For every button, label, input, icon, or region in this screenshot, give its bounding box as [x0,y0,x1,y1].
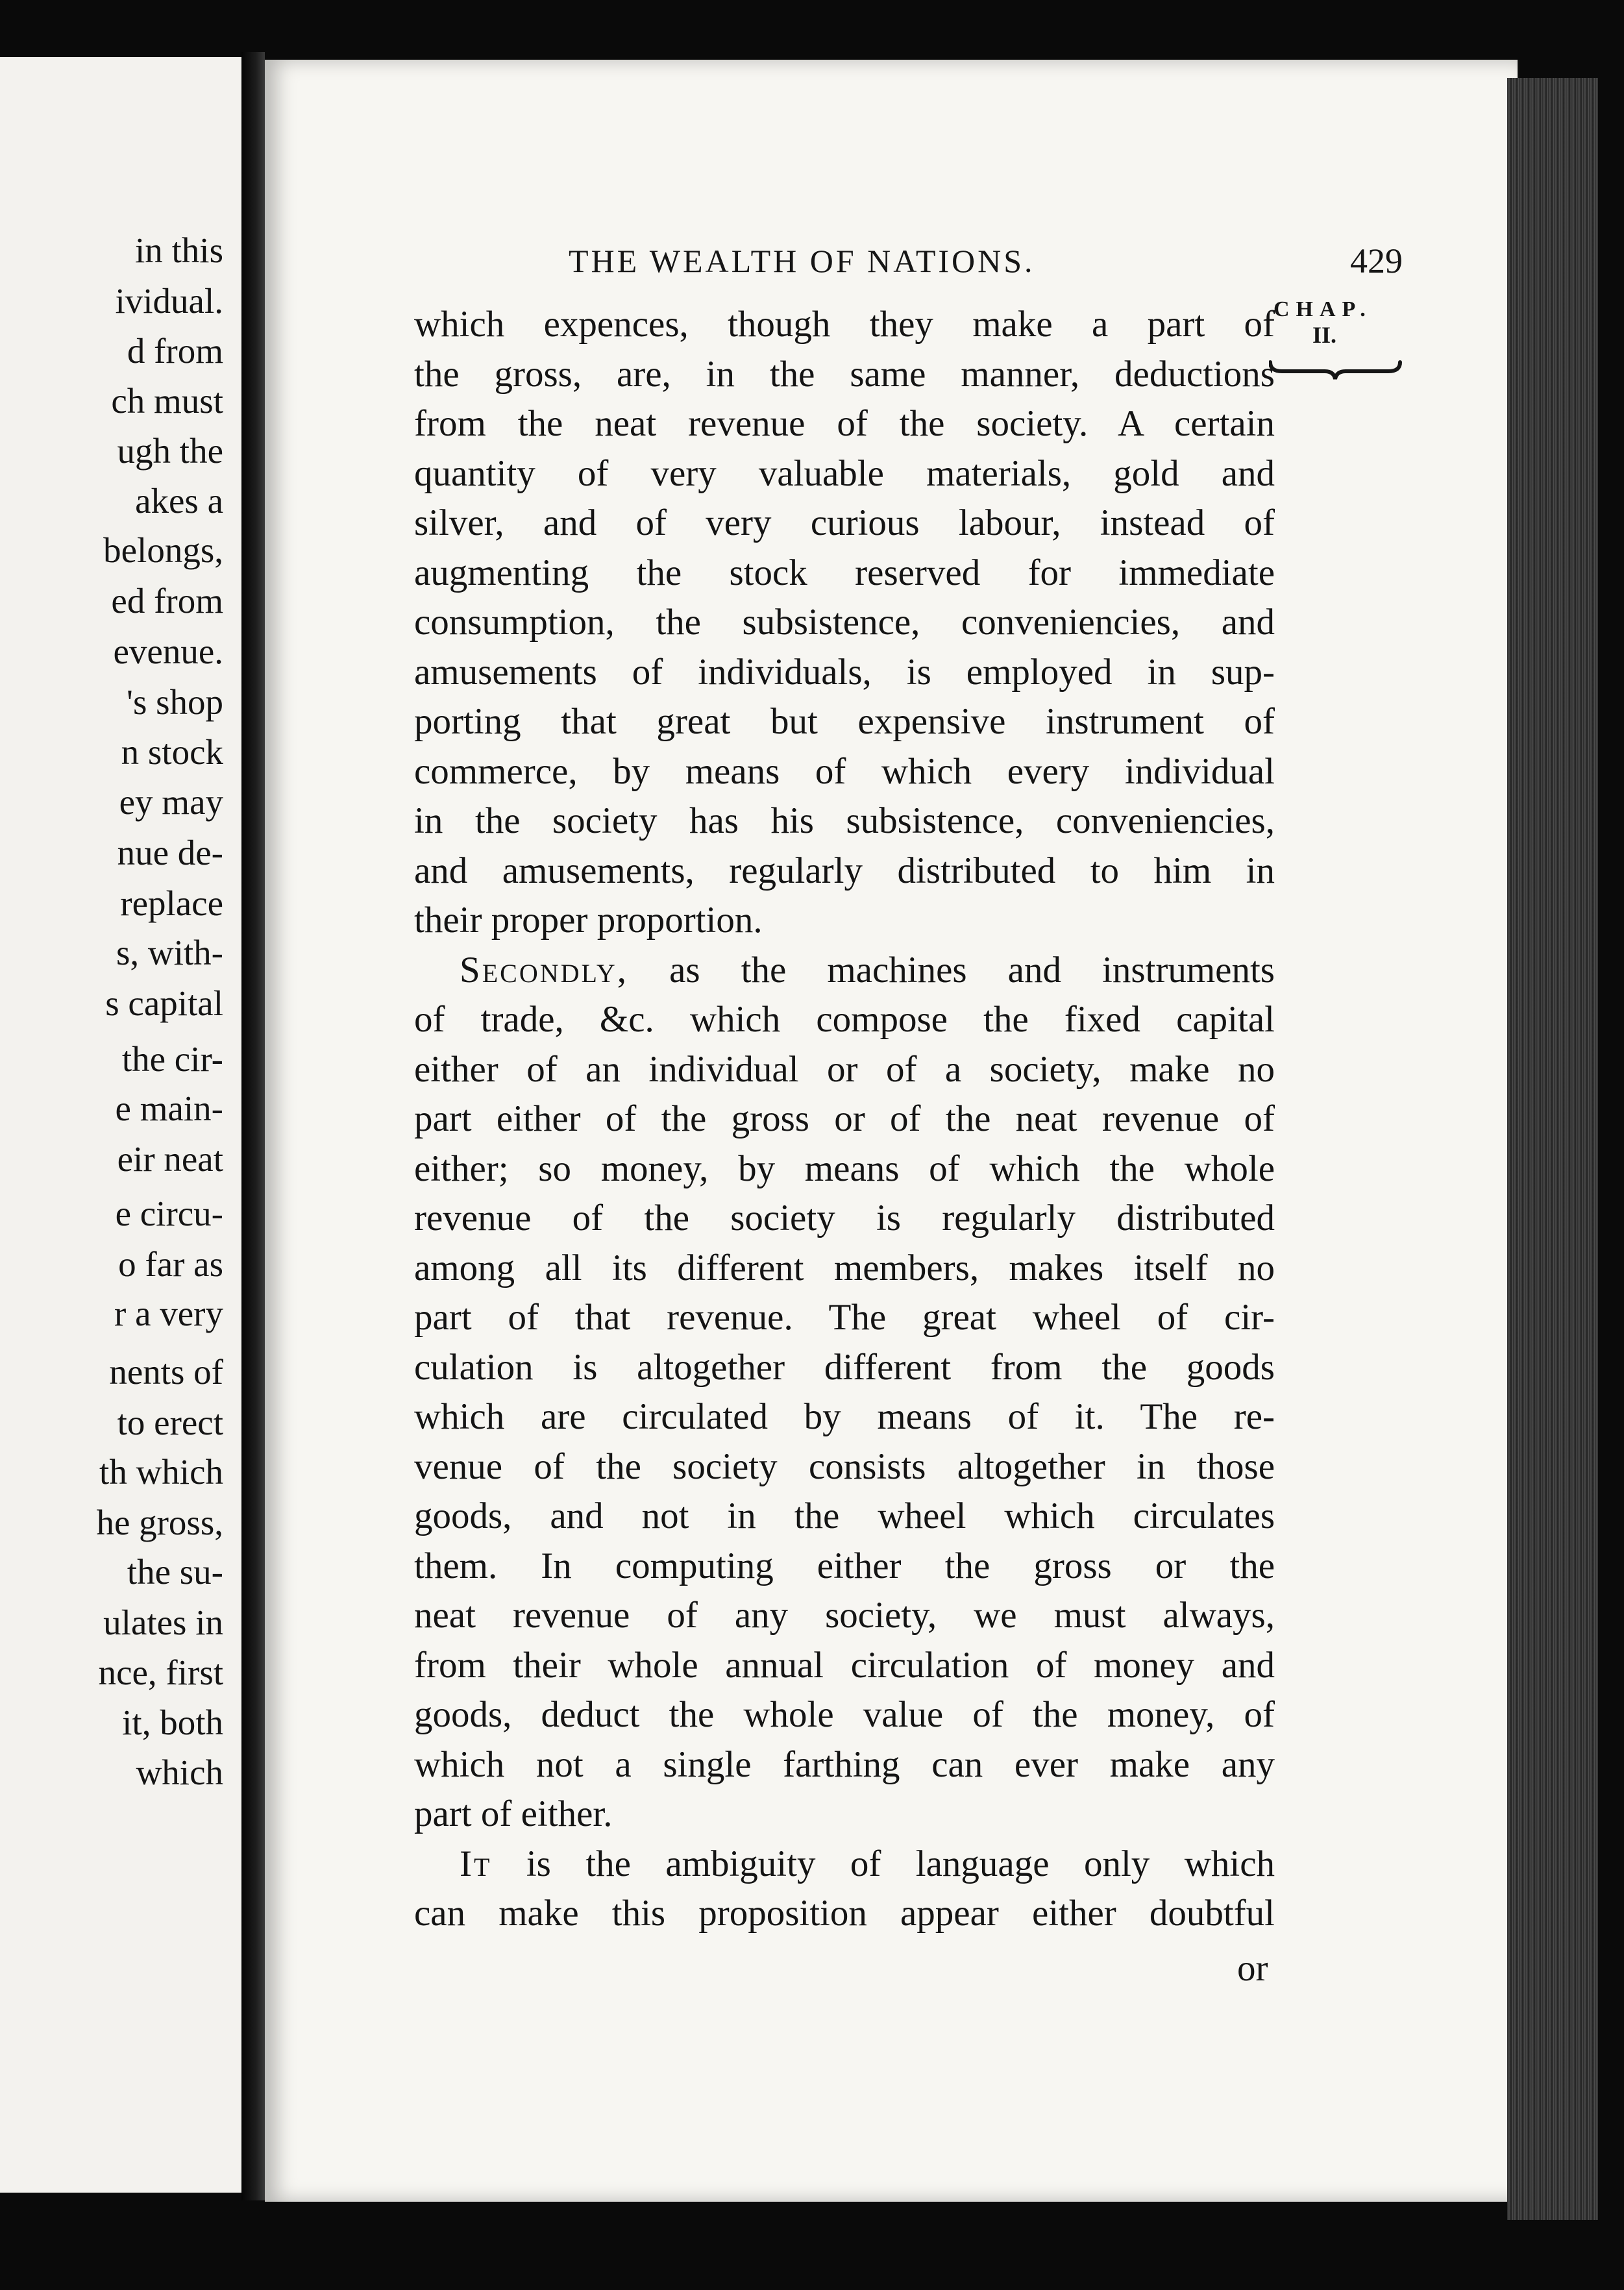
text-line: culation is altogether different from the goods [414,1346,1275,1388]
paragraph-2-first-line-rest: as the machines and instruments [669,949,1275,991]
previous-page-line: in this [135,230,223,270]
previous-page-line: d from [127,331,223,371]
text-line: goods, deduct the whole value of the money, of [414,1694,1275,1735]
previous-page-line: s capital [105,983,223,1023]
paragraph-3-first-line-rest: is the ambiguity of language only which [526,1843,1275,1884]
text-line: which expences, though they make a part of [414,304,1275,345]
previous-page-line: ed from [111,581,223,621]
text-line: amusements of individuals, is employed in sup- [414,651,1275,693]
book-gutter [241,52,265,2200]
previous-page-line: the cir- [121,1039,223,1079]
text-line: from the neat revenue of the society. A certain [414,403,1275,444]
text-line: among all its different members, makes itself no [414,1247,1275,1288]
page-body-text [414,300,1275,1939]
previous-page-line: r a very [114,1294,223,1333]
page-fore-edge [1507,78,1598,2220]
text-line: part of that revenue. The great wheel of cir- [414,1297,1275,1338]
previous-page-line: ch must [111,381,223,421]
text-line: from their whole annual circulation of money and [414,1644,1275,1686]
paragraph-2-lead: Secondly, [460,949,629,991]
previous-page-line: replace [120,883,223,923]
previous-page-line: s, with- [116,933,223,972]
previous-page-line: e circu- [115,1194,223,1233]
previous-page-line: nue de- [117,833,223,872]
text-line: venue of the society consists altogether in those [414,1446,1275,1487]
text-line: which are circulated by means of it. The re- [414,1396,1275,1437]
text-line: augmenting the stock reserved for immediate [414,552,1275,593]
previous-page-line: nents of [109,1352,223,1392]
previous-page-line: ey may [119,782,223,822]
previous-page-line: n stock [121,732,223,772]
previous-page-line: the su- [127,1552,223,1592]
text-line: revenue of the society is regularly distributed [414,1198,1275,1238]
previous-page-line: ulates in [103,1603,223,1642]
previous-page-line: akes a [135,481,223,521]
previous-page-line: it, both [122,1703,223,1742]
margin-brace-icon [1269,358,1402,380]
previous-page-line: ividual. [115,281,223,321]
previous-page-line: he gross, [96,1503,223,1542]
previous-page-line: th which [99,1452,223,1492]
text-line: their proper proportion. [414,900,763,941]
text-line: which not a single farthing can ever make any [414,1743,1275,1785]
previous-page-line: e main- [115,1089,223,1128]
previous-page-line: evenue. [113,632,223,671]
text-line: porting that great but expensive instrument of [414,701,1275,742]
previous-page-line: belongs, [103,530,223,570]
text-line: silver, and of very curious labour, instead of [414,502,1275,543]
paragraph-3-first-line [414,1840,1275,1890]
text-line: part of either. [414,1793,613,1834]
page-number: 429 [1350,241,1403,280]
previous-page-line: eir neat [117,1139,223,1179]
text-line: in the society has his subsistence, conveniencies, [414,800,1275,841]
text-line: of trade, &c. which compose the fixed capital [414,999,1275,1040]
catchword: or [1237,1948,1268,1989]
paragraph-1 [414,300,1275,946]
previous-page-line: ugh the [117,431,223,471]
paragraph-3 [414,1889,1275,1939]
previous-page-line: o far as [118,1244,223,1284]
text-line: them. In computing either the gross or the [414,1545,1275,1586]
previous-page-line: to erect [117,1403,223,1442]
previous-page-line: 's shop [127,682,223,722]
previous-page-line: nce, first [98,1653,223,1692]
paragraph-2-first-line [414,946,1275,996]
text-line: either of an individual or of a society, make no [414,1048,1275,1090]
running-head: THE WEALTH OF NATIONS. [569,243,1035,279]
text-line: quantity of very valuable materials, gold and [414,452,1275,494]
previous-page-line: which [136,1753,223,1792]
text-line: can make this proposition appear either doubtful [414,1893,1275,1934]
text-line: part either of the gross or of the neat revenue of [414,1098,1275,1139]
paragraph-2 [414,995,1275,1840]
text-line: commerce, by means of which every individual [414,750,1275,792]
text-line: and amusements, regularly distributed to him in [414,850,1275,891]
previous-page-fragment [0,57,245,2193]
text-line: the gross, are, in the same manner, deductions [414,353,1275,395]
text-line: either; so money, by means of which the whole [414,1148,1275,1189]
text-line: consumption, the subsistence, conveniencies, and [414,602,1275,643]
margin-chapter-number: II. [1312,322,1337,348]
margin-chapter-label: CHAP. [1273,297,1372,321]
paragraph-3-lead: It [460,1843,492,1884]
text-line: neat revenue of any society, we must always, [414,1595,1275,1636]
margin-chapter-note [1273,299,1372,347]
text-line: goods, and not in the wheel which circulates [414,1496,1275,1536]
